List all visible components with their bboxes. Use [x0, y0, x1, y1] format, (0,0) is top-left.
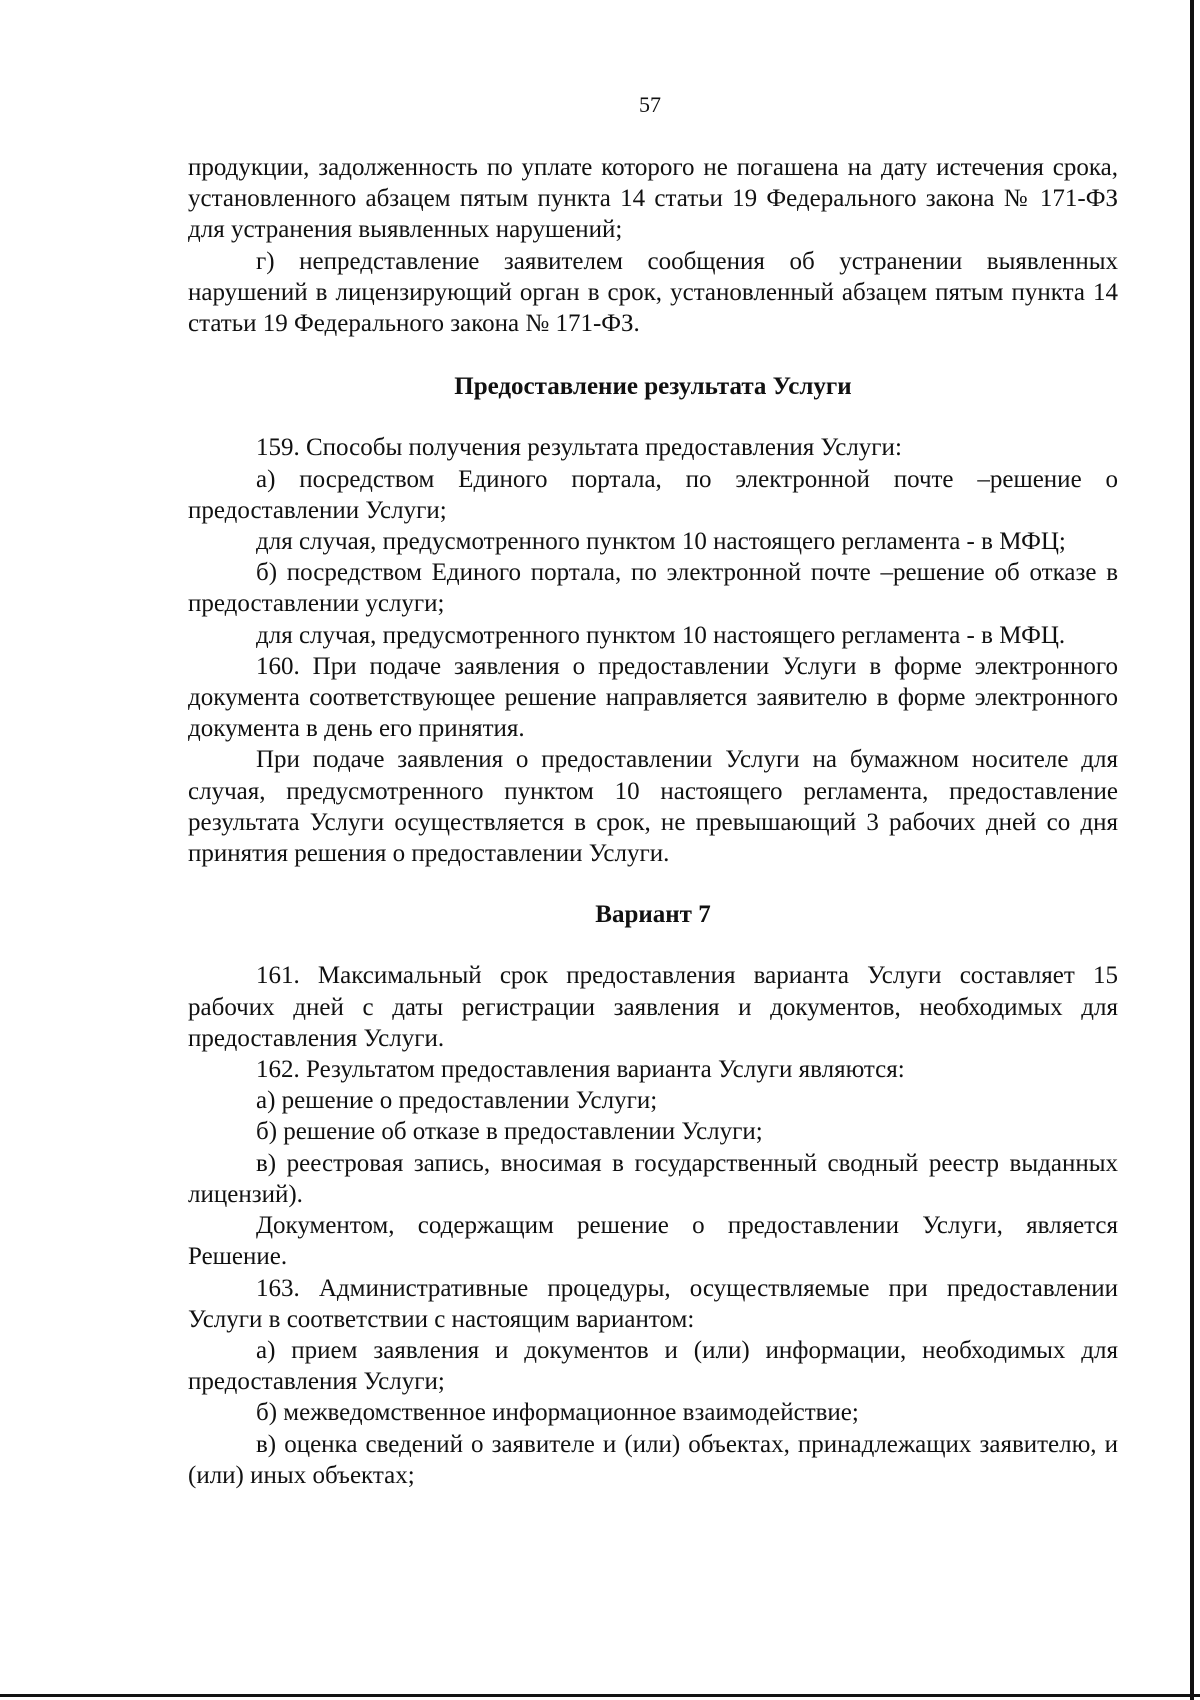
paragraph-163: 163. Административные процедуры, осуществляемые при предоставлении Услуги в соответствии с настоящим вариантом:: [188, 1274, 1118, 1333]
paragraph-160-paper: При подаче заявления о предоставлении Услуги на бумажном носителе для случая, предусмотренного пунктом 10 настоящего регламента, предоставление результата Услуги осуществляется в срок, не превышающий 3 рабочих дней со дня принятия решения о предоставлении Услуги.: [188, 746, 1118, 868]
paragraph-162: 162. Результатом предоставления варианта Услуги являются:: [256, 1056, 905, 1084]
scan-edge-right: [1190, 0, 1194, 1700]
paragraph-163-b: б) межведомственное информационное взаимодействие;: [256, 1399, 859, 1427]
page-number: 57: [639, 92, 661, 117]
paragraph-159-a-mfc: для случая, предусмотренного пунктом 10 настоящего регламента - в МФЦ;: [256, 528, 1066, 556]
paragraph-item-g: г) непредставление заявителем сообщения об устранении выявленных нарушений в лицензирующий орган в срок, установленный абзацем пятым пункта 14 статьи 19 Федерального закона № 171-ФЗ.: [188, 247, 1118, 338]
paragraph-159-b: б) посредством Единого портала, по электронной почте –решение об отказе в предоставлении услуги;: [188, 559, 1118, 618]
paragraph-162-document: Документом, содержащим решение о предоставлении Услуги, является Решение.: [188, 1212, 1118, 1271]
paragraph-163-v: в) оценка сведений о заявителе и (или) объектах, принадлежащих заявителю, и (или) иных объектах;: [188, 1430, 1118, 1489]
paragraph-159: 159. Способы получения результата предоставления Услуги:: [256, 434, 902, 462]
paragraph-160: 160. При подаче заявления о предоставлении Услуги в форме электронного документа соответствующее решение направляется заявителю в форме электронного документа в день его принятия.: [188, 652, 1118, 743]
paragraph-163-a: а) прием заявления и документов и (или) информации, необходимых для предоставления Услуги;: [188, 1336, 1118, 1396]
paragraph-162-b: б) решение об отказе в предоставлении Услуги;: [256, 1118, 763, 1146]
document-body: [188, 152, 1118, 1491]
section-heading-result: Предоставление результата Услуги: [454, 373, 852, 401]
paragraph-162-v: в) реестровая запись, вносимая в государственный сводный реестр выданных лицензий).: [188, 1149, 1118, 1208]
paragraph-161: 161. Максимальный срок предоставления варианта Услуги составляет 15 рабочих дней с даты регистрации заявления и документов, необходимых для предоставления Услуги.: [188, 962, 1118, 1052]
scan-edge-bottom: [0, 1694, 1200, 1697]
paragraph-159-b-mfc: для случая, предусмотренного пунктом 10 настоящего регламента - в МФЦ.: [256, 621, 1066, 649]
paragraph-continuation: продукции, задолженность по уплате которого не погашена на дату истечения срока, установленного абзацем пятым пункта 14 статьи 19 Федерального закона № 171-ФЗ для устранения выявленных нарушений;: [188, 154, 1118, 244]
paragraph-162-a: а) решение о предоставлении Услуги;: [256, 1087, 658, 1115]
paragraph-159-a: а) посредством Единого портала, по электронной почте –решение о предоставлении Услуги;: [188, 465, 1118, 524]
section-heading-variant-7: Вариант 7: [595, 901, 711, 929]
